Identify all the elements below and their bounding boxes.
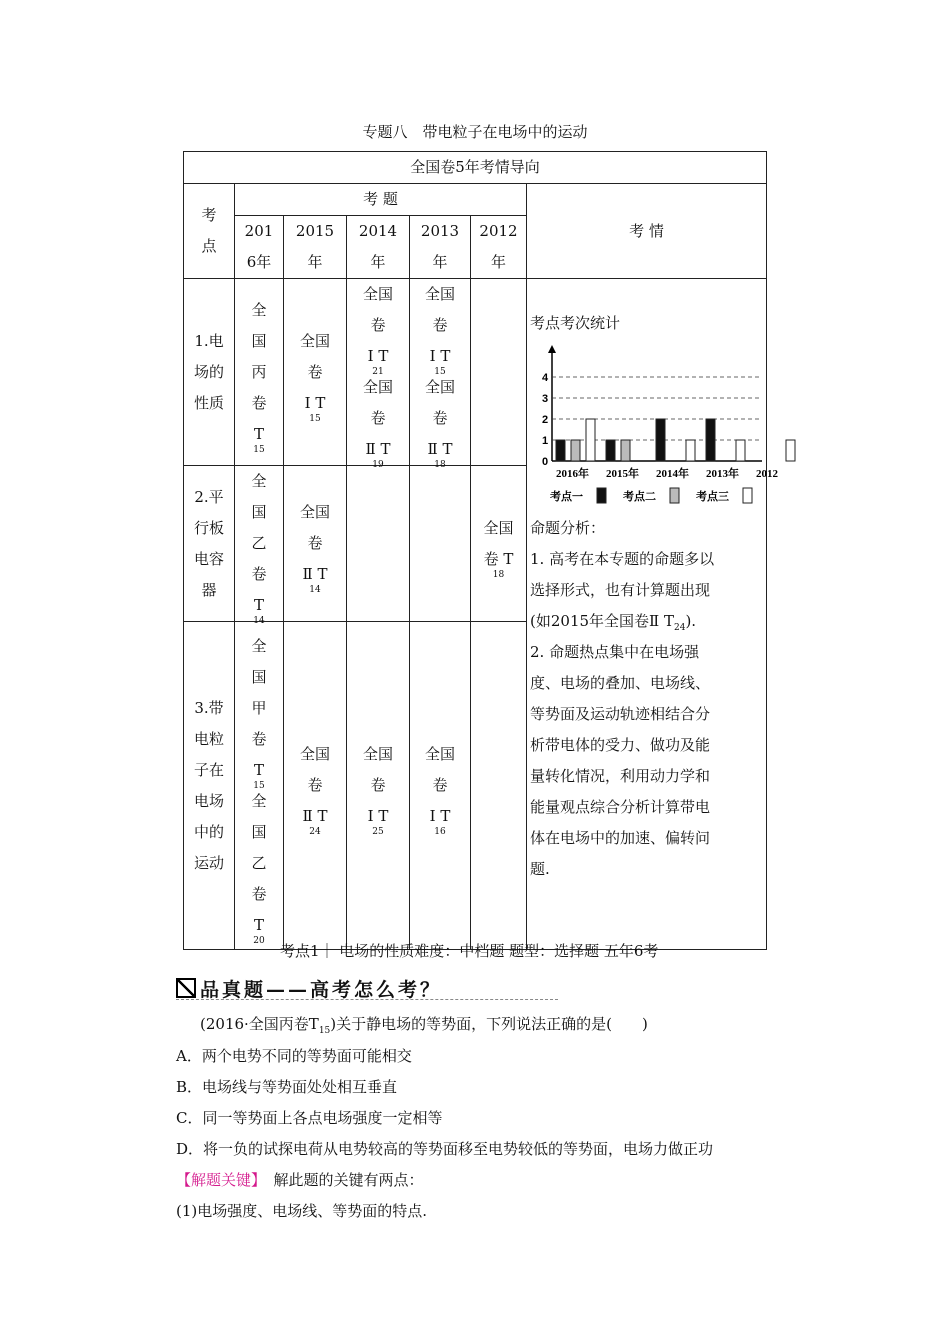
checkbox-icon bbox=[176, 978, 196, 998]
bar bbox=[686, 440, 695, 461]
legend-label: 考点一 bbox=[550, 491, 583, 503]
bar bbox=[571, 440, 580, 461]
analysis-panel bbox=[530, 308, 778, 885]
analysis-line: 度、电场的叠加、电场线、 bbox=[530, 674, 711, 692]
exam-cell: 全国 卷 Ⅰ T 16 bbox=[410, 622, 471, 950]
analysis-line: 1. 高考在本专题的命题多以 bbox=[530, 550, 715, 568]
legend-swatch bbox=[670, 488, 679, 503]
kaodian-name: 1.电 场的 性质 bbox=[184, 279, 235, 466]
option-b: B．电场线与等势面处处相互垂直 bbox=[176, 1078, 398, 1096]
y-tick-label: 2 bbox=[542, 414, 549, 426]
y-tick-label: 4 bbox=[542, 372, 549, 384]
exam-cell bbox=[347, 466, 410, 622]
option-d: D．将一负的试探电荷从电势较高的等势面移至电势较低的等势面，电场力做正功 bbox=[176, 1140, 714, 1158]
legend-swatch bbox=[597, 488, 606, 503]
exam-cell bbox=[471, 622, 527, 950]
bar bbox=[786, 440, 795, 461]
y-axis-arrow bbox=[548, 345, 556, 353]
kaodian-name: 2.平 行板 电容 器 bbox=[184, 466, 235, 622]
year-header: 201 6年 bbox=[235, 216, 284, 279]
bar bbox=[621, 440, 630, 461]
divider bbox=[176, 999, 558, 1000]
key-label: 【解题关键】 bbox=[176, 1171, 259, 1189]
analysis-line: 2. 命题热点集中在电场强 bbox=[530, 643, 700, 661]
bar bbox=[606, 440, 615, 461]
legend-label: 考点二 bbox=[623, 491, 656, 503]
analysis-line: 体在电场中的加速、偏转问 bbox=[530, 829, 711, 847]
x-tick-label: 2013年 bbox=[706, 468, 739, 480]
exam-cell: 全国 卷 Ⅰ T 15 全国 卷 Ⅱ T 18 bbox=[410, 279, 471, 466]
analysis-line: 析带电体的受力、做功及能 bbox=[530, 736, 711, 754]
year-header: 2012 年 bbox=[471, 216, 527, 279]
bar bbox=[656, 419, 665, 461]
section-header: 品真题——高考怎么考？ bbox=[176, 975, 442, 1002]
exam-cell: 全 国 乙 卷 T 14 bbox=[235, 466, 284, 622]
exam-count-chart bbox=[530, 343, 778, 513]
solution-key bbox=[176, 1169, 424, 1190]
analysis-line: 题. bbox=[530, 860, 550, 878]
analysis-line: (如2015年全国卷Ⅱ $T_{24}$). bbox=[530, 612, 697, 633]
exam-cell: 全 国 丙 卷 T 15 bbox=[235, 279, 284, 466]
table-caption: 全国卷5年考情导向 bbox=[184, 152, 767, 184]
y-tick-label: 1 bbox=[542, 435, 549, 447]
x-tick-label: 2012 bbox=[756, 468, 778, 480]
bar bbox=[586, 419, 595, 461]
header-kaodian: 考 点 bbox=[184, 184, 235, 279]
exam-cell: 全国 卷 Ⅰ T 25 bbox=[347, 622, 410, 950]
exam-cell: 全国 卷 T 18 bbox=[471, 466, 527, 622]
year-header: 2015 年 bbox=[284, 216, 347, 279]
legend-label: 考点三 bbox=[696, 491, 729, 503]
exam-cell: 全 国 甲 卷 T 15 全 国 乙 卷 T 20 bbox=[235, 622, 284, 950]
option-c: C．同一等势面上各点电场强度一定相等 bbox=[176, 1109, 443, 1127]
page-title: 专题八 带电粒子在电场中的运动 bbox=[362, 123, 588, 141]
year-header: 2014 年 bbox=[347, 216, 410, 279]
topic-footer: 考点1｜ 电场的性质难度：中档题 题型：选择题 五年6考 bbox=[280, 942, 659, 960]
header-kaoti: 考 题 bbox=[235, 184, 527, 216]
kaodian-name: 3.带 电粒 子在 电场 中的 运动 bbox=[184, 622, 235, 950]
exam-cell: 全国 卷 Ⅱ T 14 bbox=[284, 466, 347, 622]
exam-cell: 全国 卷 Ⅱ T 24 bbox=[284, 622, 347, 950]
exam-cell: 全国 卷 Ⅰ T 15 bbox=[284, 279, 347, 466]
bar bbox=[706, 419, 715, 461]
x-tick-label: 2014年 bbox=[656, 468, 689, 480]
x-tick-label: 2016年 bbox=[556, 468, 589, 480]
exam-cell bbox=[471, 279, 527, 466]
analysis-line: 量转化情况，利用动力学和 bbox=[530, 767, 711, 785]
analysis-line: 能量观点综合分析计算带电 bbox=[530, 798, 711, 816]
y-tick-label: 0 bbox=[542, 456, 549, 468]
year-header: 2013 年 bbox=[410, 216, 471, 279]
x-tick-label: 2015年 bbox=[606, 468, 639, 480]
legend-swatch bbox=[743, 488, 752, 503]
key-point-1: (1)电场强度、电场线、等势面的特点. bbox=[176, 1202, 428, 1220]
y-tick-label: 3 bbox=[542, 393, 549, 405]
analysis-heading: 命题分析： bbox=[530, 519, 606, 537]
bar bbox=[556, 440, 565, 461]
key-text: 解此题的关键有两点： bbox=[258, 1171, 424, 1189]
option-a: A．两个电势不同的等势面可能相交 bbox=[176, 1047, 412, 1065]
analysis-line: 等势面及运动轨迹相结合分 bbox=[530, 705, 711, 723]
analysis-line: 选择形式，也有计算题出现 bbox=[530, 581, 711, 599]
chart-title: 考点考次统计 bbox=[530, 314, 621, 332]
exam-cell: 全国 卷 Ⅰ T 21 全国 卷 Ⅱ T 19 bbox=[347, 279, 410, 466]
question-stem: (2016·全国丙卷$T_{15}$)关于静电场的等势面，下列说法正确的是( ) bbox=[200, 1015, 648, 1036]
exam-cell bbox=[410, 466, 471, 622]
bar bbox=[736, 440, 745, 461]
header-kaoqing: 考 情 bbox=[527, 184, 767, 279]
